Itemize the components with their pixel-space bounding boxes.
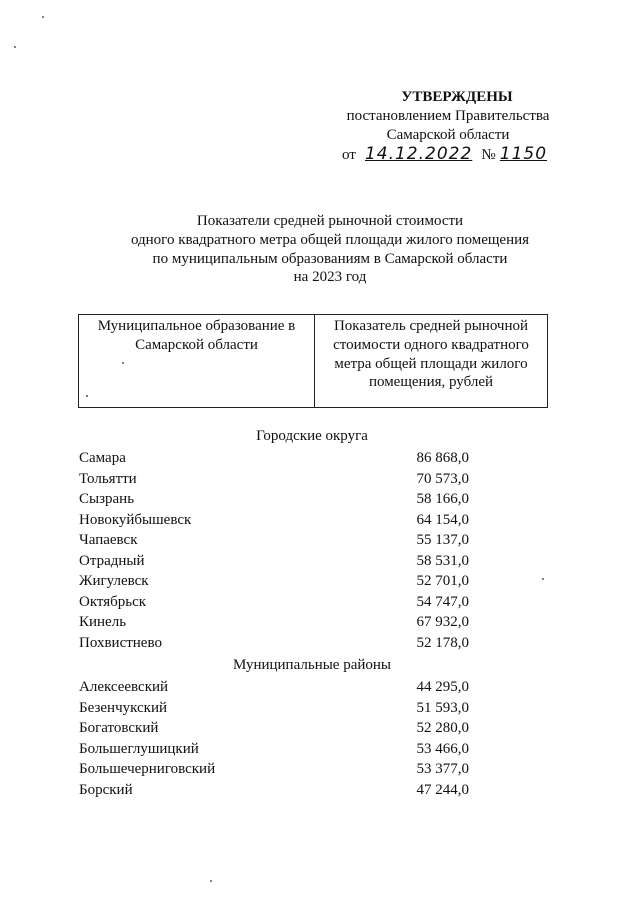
table-header: [78, 314, 548, 408]
price-value: 53 377,0: [416, 761, 469, 777]
municipality-name: Алексеевский: [79, 679, 169, 695]
price-value: 86 868,0: [416, 450, 469, 466]
title-line-1: Показатели средней рыночной стоимости: [196, 213, 464, 229]
municipality-name: Жигулевск: [79, 573, 149, 589]
price-value: 67 932,0: [416, 614, 469, 630]
table-row: [79, 531, 469, 551]
price-value: 47 244,0: [416, 782, 469, 798]
table-row: [79, 490, 469, 510]
table-row: [79, 593, 469, 613]
price-value: 52 701,0: [416, 573, 469, 589]
table-row: [79, 719, 469, 739]
scan-speck: [210, 880, 212, 882]
municipality-name: Большечерниговский: [79, 761, 216, 777]
document-title: [100, 212, 560, 287]
approval-line-2: Самарской области: [386, 126, 510, 143]
approval-date-line: [342, 144, 558, 165]
municipality-name: Безенчукский: [79, 700, 168, 716]
scan-speck: [14, 46, 16, 48]
price-value: 64 154,0: [416, 512, 469, 528]
approval-heading: УТВЕРЖДЕНЫ: [401, 89, 513, 105]
header-col-price: Показатель средней рыночной стоимости одного квадратного метра общей площади жилого помещения, рублей: [333, 318, 529, 391]
title-line-3: по муниципальным образованиям в Самарской области: [152, 250, 508, 267]
table-row: [79, 572, 469, 592]
scan-speck: [122, 362, 124, 364]
scan-speck: [86, 395, 88, 397]
handwritten-date: 14.12.2022: [364, 144, 473, 165]
table-row: [79, 634, 469, 654]
scan-speck: [542, 578, 544, 580]
price-value: 53 466,0: [416, 741, 469, 757]
municipality-name: Сызрань: [79, 491, 135, 507]
municipality-name: Кинель: [79, 614, 127, 630]
section-heading: Городские округа: [256, 428, 368, 444]
title-line-2: одного квадратного метра общей площади жилого помещения: [130, 231, 530, 248]
handwritten-number: 1150: [499, 144, 548, 165]
price-value: 58 166,0: [416, 491, 469, 507]
header-col-municipality: Муниципальное образование в Самарской области: [79, 315, 315, 407]
number-prefix: №: [481, 147, 496, 164]
price-value: 44 295,0: [416, 679, 469, 695]
table-row: [79, 449, 469, 469]
municipality-name: Октябрьск: [79, 594, 147, 610]
municipality-name: Самара: [79, 450, 126, 466]
municipality-name: Большеглушицкий: [79, 741, 199, 757]
date-prefix: от: [342, 147, 356, 164]
scan-speck: [42, 16, 44, 18]
price-value: 51 593,0: [416, 700, 469, 716]
municipality-name: Отрадный: [79, 553, 145, 569]
approval-block: [338, 88, 558, 166]
price-value: 70 573,0: [416, 471, 469, 487]
price-value: 52 178,0: [416, 635, 469, 651]
table-row: [79, 781, 469, 801]
municipality-name: Новокуйбышевск: [79, 512, 192, 528]
table-row: [79, 678, 469, 698]
section-heading: Муниципальные районы: [232, 657, 392, 673]
municipality-name: Тольятти: [79, 471, 137, 487]
table-row: [79, 760, 469, 780]
price-value: 54 747,0: [416, 594, 469, 610]
price-value: 58 531,0: [416, 553, 469, 569]
table-row: [79, 699, 469, 719]
municipality-name: Богатовский: [79, 720, 159, 736]
municipality-name: Похвистнево: [79, 635, 162, 651]
price-value: 52 280,0: [416, 720, 469, 736]
municipality-name: Борский: [79, 782, 133, 798]
table-row: [79, 552, 469, 572]
approval-line-1: постановлением Правительства: [346, 107, 550, 124]
municipality-name: Чапаевск: [79, 532, 138, 548]
table-row: [79, 740, 469, 760]
table-row: [79, 511, 469, 531]
title-line-4: на 2023 год: [293, 269, 367, 286]
price-value: 55 137,0: [416, 532, 469, 548]
table-row: [79, 470, 469, 490]
table-row: [79, 613, 469, 633]
